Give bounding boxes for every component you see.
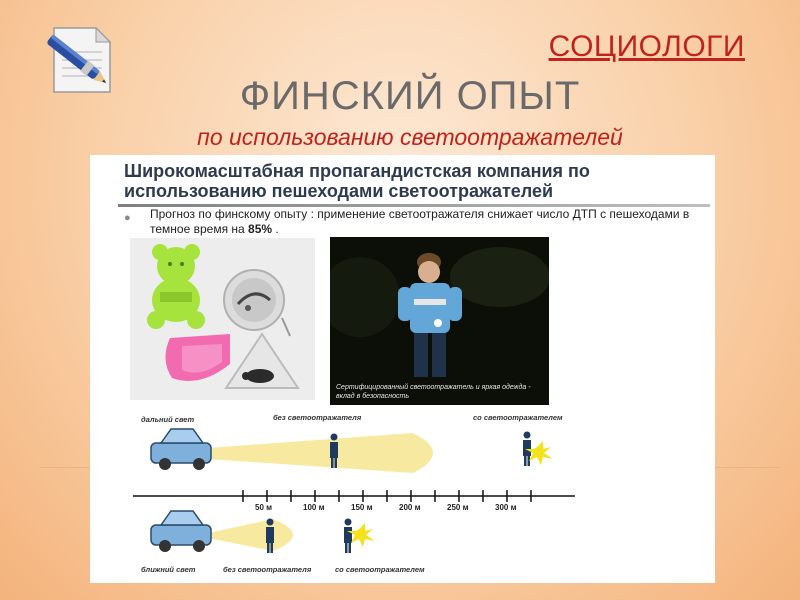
bottom-with-reflector-label: со светоотражателем [335,565,425,574]
distance-100: 100 м [303,503,325,512]
top-with-reflector-label: со светоотражателем [473,413,563,422]
visibility-diagram [123,405,578,577]
bullet-value: 85% [248,222,273,236]
distance-150: 150 м [351,503,373,512]
content-panel [90,155,715,583]
distance-250: 250 м [447,503,469,512]
distance-50: 50 м [255,503,273,512]
bottom-without-reflector-label: без светоотражателя [223,565,312,574]
top-without-reflector-label: без светоотражателя [273,413,362,422]
bullet-icon: ● [124,212,131,224]
reflectors-photo [130,238,315,400]
low-beam-label: ближний свет [141,565,196,574]
high-beam-label: дальний свет [141,415,195,424]
panel-heading: Широкомасштабная пропагандистская компания по использованию пешеходами светоотражателей [124,161,590,201]
bullet-text [150,207,705,237]
photo-caption: Сертифицированный светоотражатель и яркая одежда - вклад в безопасность [336,384,531,400]
distance-200: 200 м [399,503,421,512]
slide-title: ФИНСКИЙ ОПЫТ [239,74,581,118]
child-night-photo [330,237,549,405]
distance-300: 300 м [495,503,517,512]
slide-subtitle: по использованию светоотражателей [197,124,623,150]
section-label: СОЦИОЛОГИ [548,30,745,63]
bullet-main-text: Прогноз по финскому опыту : применение светоотражателя снижает число ДТП с пешеходами в темное время на [150,207,690,236]
bullet-tail: . [275,222,279,236]
round-reflector-icon [224,270,284,330]
